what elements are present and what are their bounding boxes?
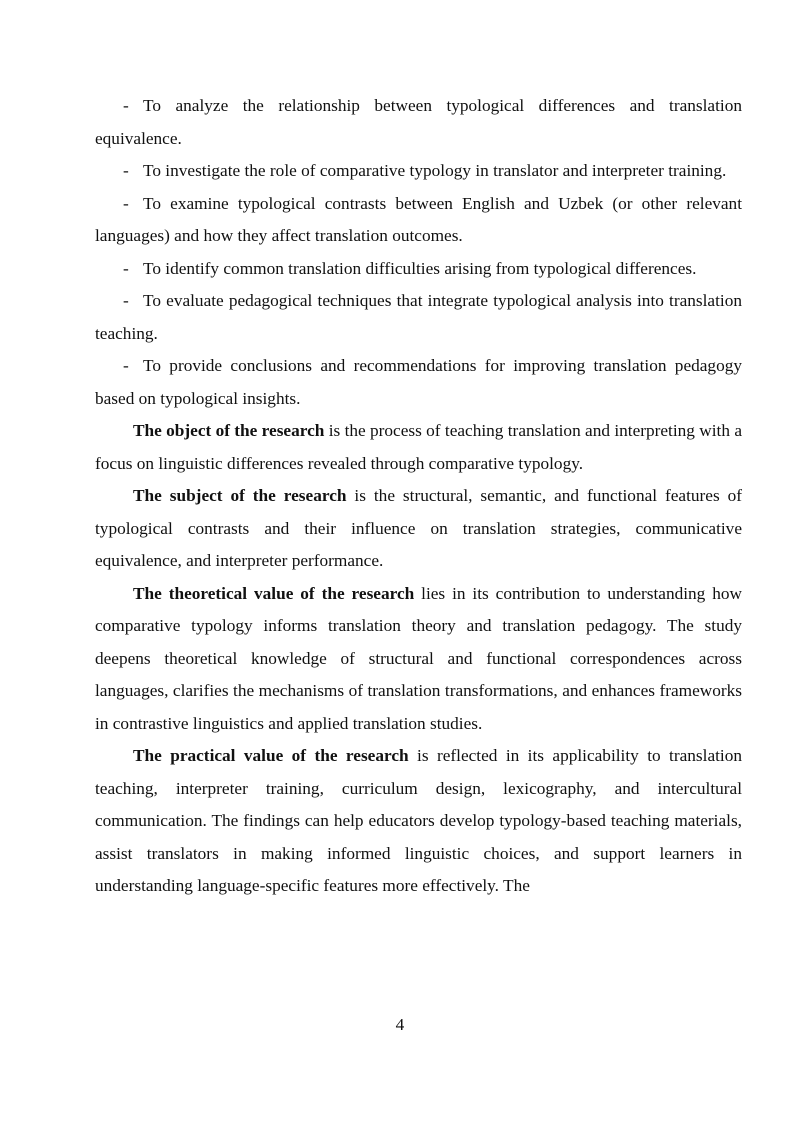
list-dash: - <box>123 258 129 278</box>
objective-text: To examine typological contrasts between English and Uzbek (or other relevant languages) and how they affect translation outcomes. <box>95 193 742 245</box>
object-text: is the process of teaching translation and interpreting with a focus on linguistic differences revealed through comparative typology. <box>95 421 742 473</box>
subject-heading: The subject of the research <box>133 486 347 505</box>
list-dash: - <box>123 161 129 180</box>
theoretical-value-text: lies in its contribution to understanding how comparative typology informs translation theory and translation pedagogy. The study deepens theoretical knowledge of structural and functional correspondences across languages, clarifies the mechanisms of translation transformations, and enhances frameworks in contrastive linguistics and applied translation studies. <box>95 583 742 733</box>
objective-item <box>95 155 742 188</box>
objectives-list <box>95 90 742 415</box>
subject-paragraph <box>95 480 742 578</box>
object-heading: The object of the research <box>133 421 325 440</box>
practical-value-heading: The practical value of the research <box>133 746 409 765</box>
subject-text: is the structural, semantic, and functional features of typological contrasts and their influence on translation strategies, communicative equivalence, and interpreter performance. <box>95 486 742 570</box>
objective-item <box>95 350 742 415</box>
objective-text: To identify common translation difficulties arising from typological differences. <box>143 258 697 278</box>
objective-text: To evaluate pedagogical techniques that integrate typological analysis into translation teaching. <box>95 291 742 343</box>
objective-item <box>95 253 742 286</box>
list-dash: - <box>123 291 129 310</box>
objective-item <box>95 90 742 155</box>
objective-text: To provide conclusions and recommendations for improving translation pedagogy based on typological insights. <box>95 356 742 408</box>
list-dash: - <box>123 356 129 375</box>
practical-value-text: is reflected in its applicability to translation teaching, interpreter training, curriculum design, lexicography, and intercultural communication. The findings can help educators develop typology-based teaching materials, assist translators in making informed linguistic choices, and support learners in understanding language-specific features more effectively. The <box>95 746 742 895</box>
list-dash: - <box>123 96 129 115</box>
document-page <box>95 90 742 903</box>
object-paragraph <box>95 415 742 480</box>
objective-text: To analyze the relationship between typological differences and translation equivalence. <box>95 96 742 148</box>
objective-item <box>95 285 742 350</box>
list-dash: - <box>123 193 129 213</box>
objective-text: To investigate the role of comparative typology in translator and interpreter training. <box>143 161 727 180</box>
objective-item <box>95 188 742 253</box>
practical-value-paragraph <box>95 740 742 903</box>
page-number: 4 <box>395 1015 405 1034</box>
theoretical-value-heading: The theoretical value of the research <box>133 583 415 603</box>
theoretical-value-paragraph <box>95 578 742 741</box>
